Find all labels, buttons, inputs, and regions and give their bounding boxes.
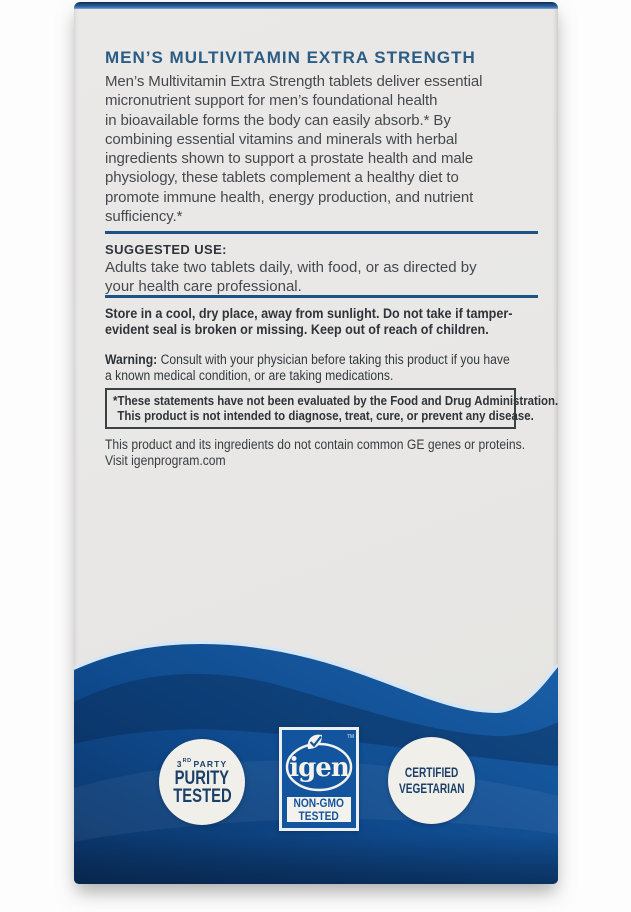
storage-notice: [105, 306, 538, 338]
fda-line: This product is not intended to diagnose, treat, cure, or prevent any disease.: [117, 408, 534, 424]
suggested-use-line: your health care professional.: [105, 278, 302, 295]
storage-line: Store in a cool, dry place, away from sunlight. Do not take if tamper-: [105, 305, 513, 321]
purity-badge-line: PURITY: [174, 767, 230, 789]
product-panel: [74, 2, 558, 884]
purity-tested-badge: [159, 739, 245, 825]
wave-bottom-shading: [74, 834, 558, 884]
suggested-use-text: [105, 258, 477, 296]
fda-disclaimer-box: [105, 388, 558, 429]
nongmo-line: NON-GMO: [293, 796, 345, 810]
igen-logo: [282, 730, 356, 796]
vegetarian-badge-line: CERTIFIED: [404, 765, 459, 780]
ge-line: Visit igenprogram.com: [105, 452, 226, 468]
product-title: MEN’S MULTIVITAMIN EXTRA STRENGTH: [105, 48, 476, 67]
ge-statement: [105, 437, 538, 469]
warning-text: Consult with your physician before taking this product if you have: [157, 352, 510, 367]
certified-vegetarian-badge: [388, 737, 475, 824]
warning-line: a known medical condition, or are taking medications.: [105, 367, 394, 383]
purity-badge-line: TESTED: [172, 786, 232, 807]
description-line: sufficiency.*: [105, 208, 183, 226]
description-line: Men’s Multivitamin Extra Strength tablets deliver essential: [105, 73, 483, 90]
section-divider: [105, 295, 538, 298]
suggested-use-heading: SUGGESTED USE:: [105, 242, 227, 257]
warning-label: Warning:: [105, 352, 158, 367]
section-divider: [105, 231, 538, 234]
purity-ordinal-number: 3: [176, 758, 183, 769]
purity-ordinal-suffix: RD: [182, 757, 192, 764]
warning-line: [105, 352, 538, 368]
warning-notice: [105, 352, 538, 384]
vegetarian-badge-line: VEGETARIAN: [398, 780, 465, 796]
product-description: [105, 72, 482, 226]
ge-line: This product and its ingredients do not contain common GE genes or proteins.: [105, 437, 526, 452]
description-line: combining essential vitamins and minerals with herbal: [105, 130, 458, 148]
purity-party-label: PARTY: [193, 758, 228, 769]
fda-line: *These statements have not been evaluated by the Food and Drug Administration.: [113, 393, 558, 408]
description-line: promote immune health, energy production, and nutrient: [105, 188, 474, 206]
description-line: micronutrient support for men’s foundational health: [105, 92, 438, 110]
nongmo-box: [287, 797, 351, 822]
suggested-use-line: Adults take two tablets daily, with food, or as directed by: [105, 259, 477, 276]
igen-nongmo-badge: [279, 727, 359, 831]
description-line: ingredients shown to support a prostate health and male: [105, 150, 474, 168]
panel-top-edge: [74, 2, 558, 9]
nongmo-line: TESTED: [298, 808, 340, 823]
description-line: in bioavailable forms the body can easily absorb.* By: [105, 111, 451, 129]
igen-logo-text: igen: [289, 753, 349, 783]
storage-line: evident seal is broken or missing. Keep out of reach of children.: [105, 320, 489, 337]
description-line: physiology, these tablets complement a healthy diet to: [105, 169, 459, 187]
fda-disclaimer-text: [113, 393, 558, 424]
trademark-label: TM: [346, 734, 354, 740]
